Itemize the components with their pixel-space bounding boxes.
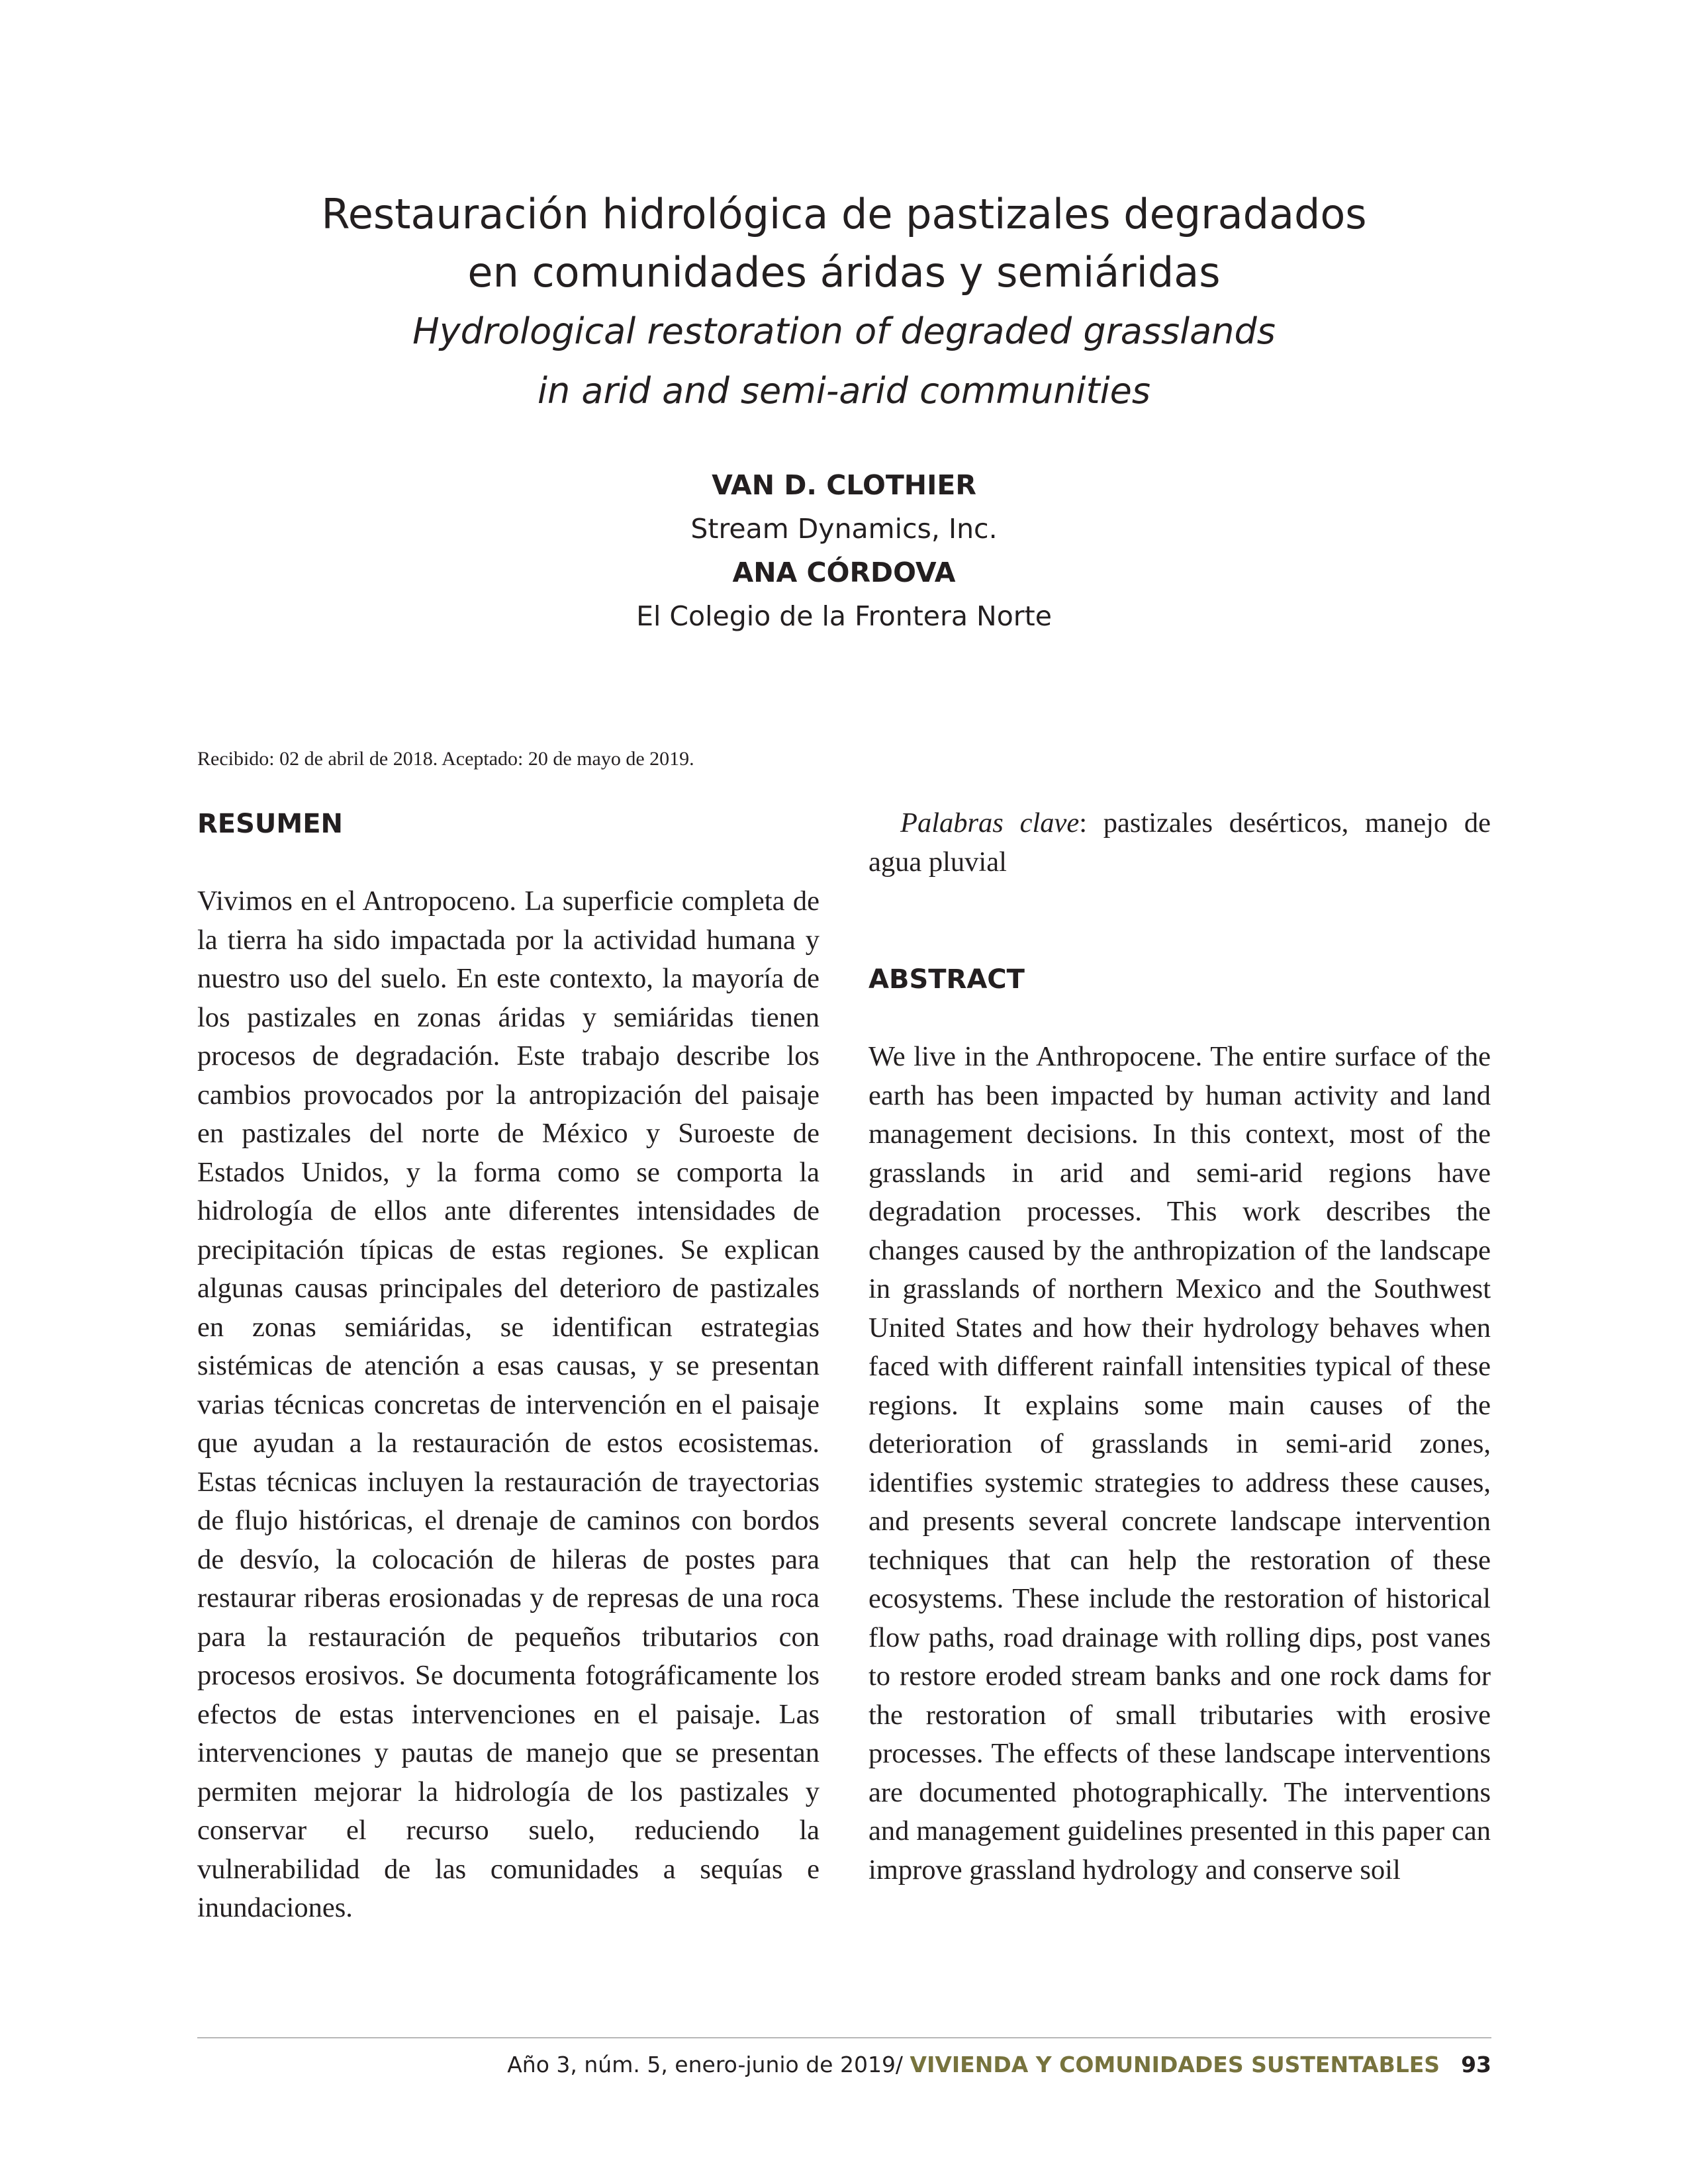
keywords	[868, 804, 1491, 882]
abstract-text: We live in the Anthropocene. The entire surface of the earth has been impacted by human activity and land management decisions. In this context, most of the grasslands in arid and semi-arid regions have degradation processes. This work describes the changes caused by the anthropization of the landscape in grasslands of northern Mexico and the Southwest United States and how their hydrology behaves when faced with different rainfall intensities typical of these regions. It explains some main causes of the deterioration of grasslands in semi-arid zones, identifies systemic strategies to address these causes, and presents several concrete landscape intervention techniques that can help the restoration of these ecosystems. These include the restoration of historical flow paths, road drainage with rolling dips, post vanes to restore eroded stream banks and one rock dams for the restoration of small tributaries with erosive processes. The effects of these landscape interventions are documented photographically. The interventions and management guidelines presented in this paper can improve grassland hydrology and conserve soil	[868, 1041, 1491, 1886]
title-english-line-1: Hydrological restoration of degraded grasslands	[412, 310, 1276, 352]
title-spanish-line-1: Restauración hidrológica de pastizales degradados	[321, 190, 1367, 238]
abstract-column	[868, 804, 1491, 1889]
journal-name: VIVIENDA Y COMUNIDADES SUSTENTABLES	[910, 2052, 1440, 2077]
author-name: VAN D. CLOTHIER	[712, 469, 976, 501]
abstract-heading: ABSTRACT	[868, 964, 1025, 995]
keywords-text: : pastizales desérticos, manejo de agua pluvial	[868, 807, 1491, 878]
received-accepted-dates: Recibido: 02 de abril de 2018. Aceptado: 20 de mayo de 2019.	[197, 748, 694, 770]
author-block	[0, 463, 1688, 638]
issue-info: Año 3, núm. 5, enero-junio de 2019/	[507, 2052, 910, 2077]
resumen-text: Vivimos en el Antropoceno. La superficie completa de la tierra ha sido impactada por la actividad humana y nuestro uso del suelo. En este contexto, la mayoría de los pastizales en zonas áridas y semiáridas tienen procesos de degradación. Este trabajo describe los cambios provocados por la antropización del paisaje en pastizales del norte de México y Suroeste de Estados Unidos, y la forma como se comporta la hidrología de ellos ante diferentes intensidades de precipitación típicas de estas regiones. Se explican algunas causas principales del deterioro de pastizales en zonas semiáridas, se identifican estrategias sistémicas de atención a esas causas, y se presentan varias técnicas concretas de intervención en el paisaje que ayudan a la restauración de estos ecosistemas. Estas técnicas incluyen la restauración de trayectorias de flujo históricas, el drenaje de caminos con bordos de desvío, la colocación de hileras de postes para restaurar riberas erosionadas y de represas de una roca para la restauración de pequeños tributarios con procesos erosivos. Se documenta fotográficamente los efectos de estas intervenciones en el paisaje. Las intervenciones y pautas de manejo que se presentan permiten mejorar la hidrología de los pastizales y conservar el recurso suelo, reduciendo la vulnerabilidad de las comunidades a sequías e inundaciones.	[197, 886, 820, 1923]
title-spanish-line-2: en comunidades áridas y semiáridas	[467, 248, 1221, 296]
page-number: 93	[1461, 2052, 1491, 2077]
author-affiliation: Stream Dynamics, Inc.	[690, 513, 998, 545]
resumen-heading: RESUMEN	[197, 809, 344, 839]
title-english-line-2: in arid and semi-arid communities	[538, 370, 1150, 412]
title-block	[0, 185, 1688, 421]
author-affiliation: El Colegio de la Frontera Norte	[636, 600, 1052, 632]
footer-divider	[197, 2037, 1491, 2038]
keywords-label: Palabras clave	[900, 807, 1080, 839]
page-footer	[507, 2048, 1491, 2081]
author-name: ANA CÓRDOVA	[732, 557, 956, 588]
resumen-column	[197, 804, 820, 1928]
